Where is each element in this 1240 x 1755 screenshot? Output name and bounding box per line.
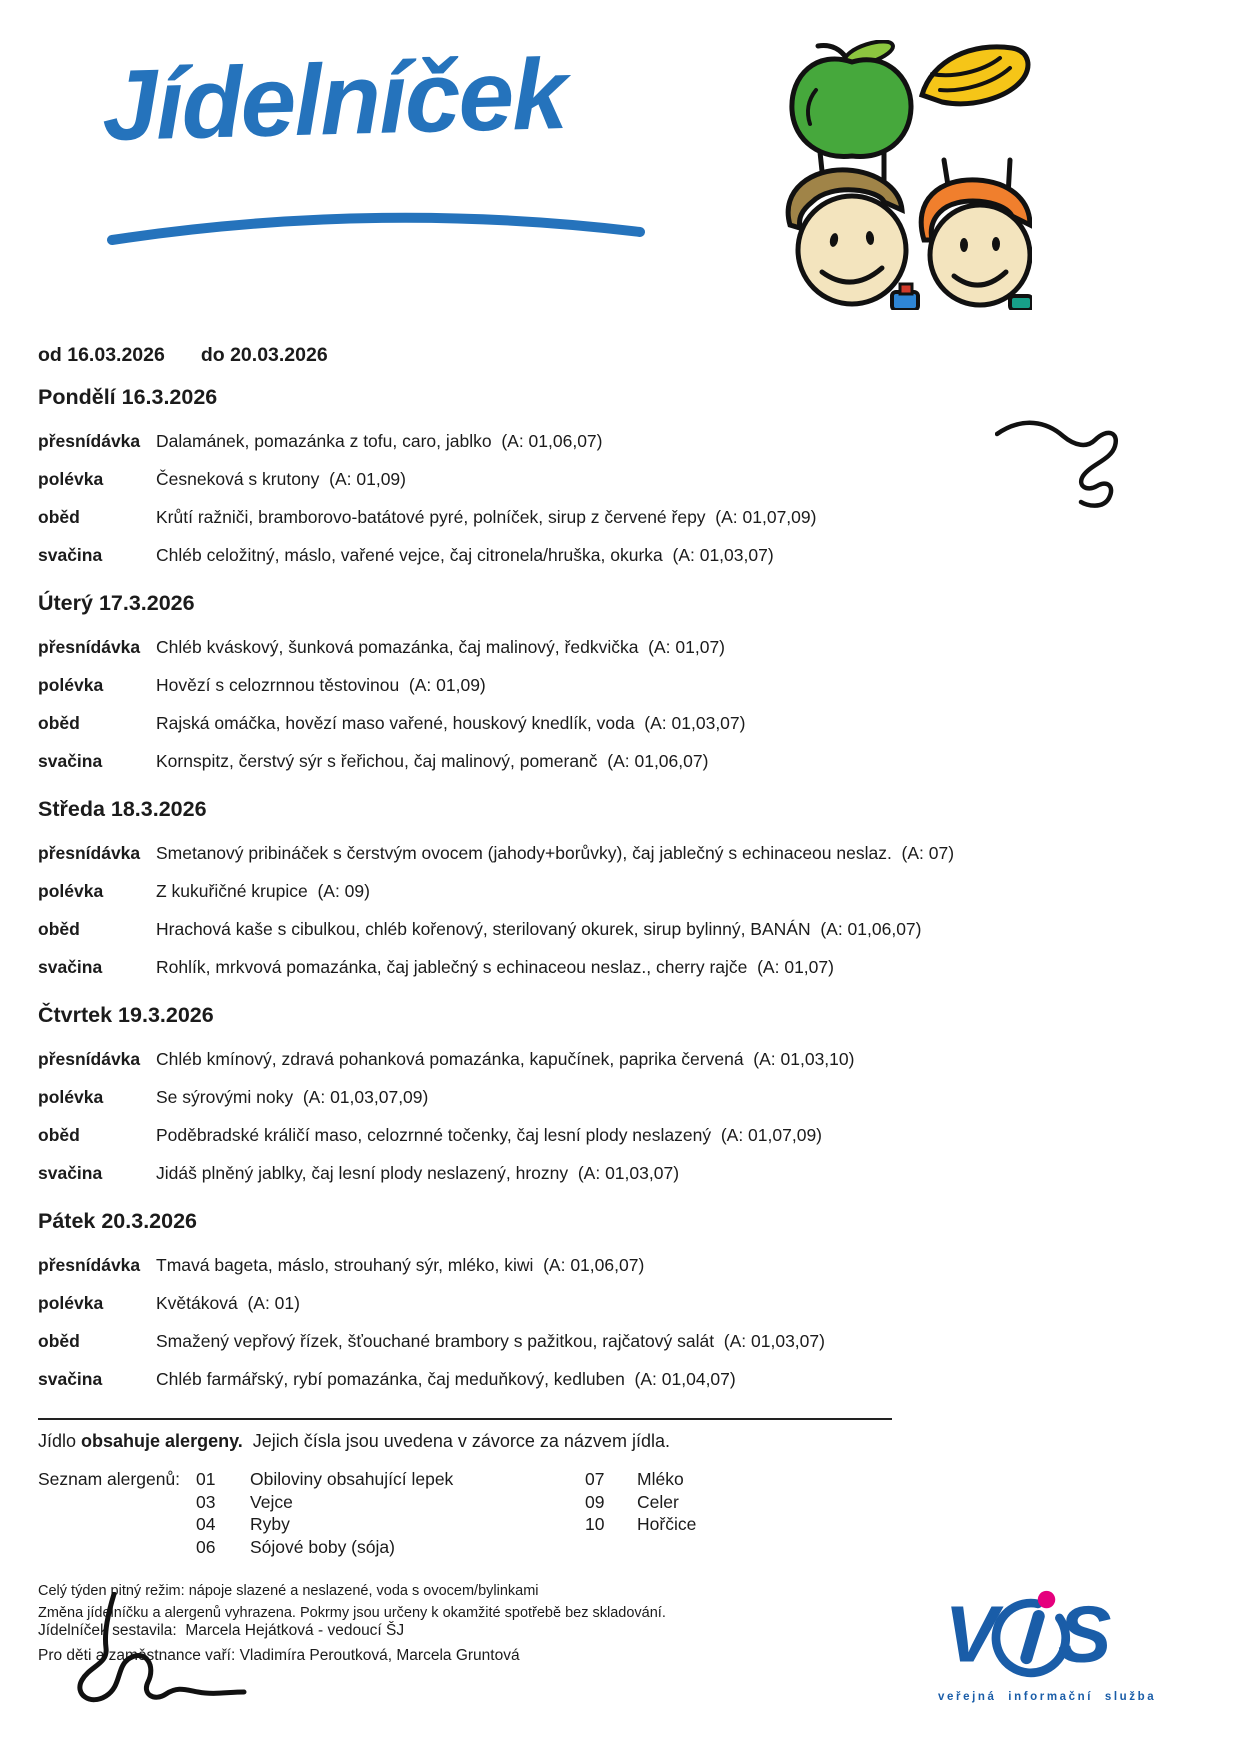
allergen-code: 06 <box>196 1536 216 1557</box>
allergen-column-2 <box>585 1468 696 1558</box>
meal-text: Smažený vepřový řízek, šťouchané brambory s pažitkou, rajčatový salát (A: 01,03,07) <box>156 1331 825 1351</box>
meal-text: Kornspitz, čerstvý sýr s řeřichou, čaj malinový, pomeranč (A: 01,06,07) <box>156 751 709 771</box>
vis-letter-i-stem <box>1026 1616 1038 1658</box>
allergen-code: 09 <box>585 1491 605 1512</box>
meal-label: svačina <box>38 1369 103 1389</box>
day-heading: Úterý 17.3.2026 <box>38 591 195 615</box>
allergen-column-1 <box>196 1468 585 1558</box>
meal-text: Rajská omáčka, hovězí maso vařené, houskový knedlík, voda (A: 01,03,07) <box>156 713 746 733</box>
allergen-code: 01 <box>196 1469 216 1489</box>
meal-label: oběd <box>38 1125 80 1145</box>
meal-text: Rohlík, mrkvová pomazánka, čaj jablečný s echinaceou neslaz., cherry rajče (A: 01,07) <box>156 957 834 977</box>
date-range <box>38 342 1202 368</box>
meal-label: polévka <box>38 1293 104 1313</box>
meal-label: polévka <box>38 1087 104 1107</box>
allergen-item <box>585 1513 696 1536</box>
allergen-note-bold: obsahuje alergeny. <box>81 1431 243 1451</box>
meal-text: Dalamánek, pomazánka z tofu, caro, jablko (A: 01,06,07) <box>156 431 603 451</box>
meal-row <box>38 1040 1202 1078</box>
day-heading: Pátek 20.3.2026 <box>38 1209 197 1233</box>
vis-letter-v: V <box>948 1588 999 1679</box>
credits-cooks: Pro děti a zaměstnance vaří: Vladimíra Peroutková, Marcela Gruntová <box>38 1647 520 1664</box>
day-section-thursday <box>38 1002 1202 1192</box>
meal-row <box>38 1246 1202 1284</box>
vis-letter-s: S <box>1057 1588 1112 1679</box>
allergen-code: 04 <box>196 1514 216 1534</box>
meal-label: polévka <box>38 675 104 695</box>
meal-label: svačina <box>38 957 103 977</box>
meal-label: oběd <box>38 713 80 733</box>
meal-row <box>38 1360 1202 1398</box>
day-heading: Pondělí 16.3.2026 <box>38 385 218 409</box>
allergen-item <box>585 1468 696 1491</box>
allergen-name: Celer <box>637 1491 679 1512</box>
day-section-monday <box>38 384 1202 574</box>
allergen-name: Obiloviny obsahující lepek <box>250 1469 454 1489</box>
footnote-changes: Změna jídelníčku a alergenů vyhrazena. Pokrmy jsou určeny k okamžité spotřebě bez skladování. <box>38 1605 666 1621</box>
meal-row <box>38 498 1202 536</box>
allergen-code: 07 <box>585 1469 605 1489</box>
meal-label: svačina <box>38 751 103 771</box>
allergen-name: Mléko <box>637 1469 684 1489</box>
allergen-item <box>196 1491 585 1514</box>
allergen-note-suffix: Jejich čísla jsou uvedena v závorce za názvem jídla. <box>242 1431 670 1451</box>
meal-row <box>38 1284 1202 1322</box>
date-from: od 16.03.2026 <box>38 344 165 366</box>
meal-text: Poděbradské králičí maso, celozrnné točenky, čaj lesní plody neslazený (A: 01,07,09) <box>156 1125 822 1145</box>
meal-text: Se sýrovými noky (A: 01,03,07,09) <box>156 1087 429 1107</box>
allergen-item <box>196 1468 585 1491</box>
meal-row <box>38 666 1202 704</box>
meal-row <box>38 422 1202 460</box>
allergen-item <box>196 1536 585 1559</box>
allergen-list <box>38 1468 1202 1558</box>
meal-text: Krůtí ražniči, bramborovo-batátové pyré, polníček, sirup z červené řepy (A: 01,07,09) <box>156 507 817 527</box>
meal-row <box>38 1078 1202 1116</box>
day-section-friday <box>38 1208 1202 1398</box>
allergen-name: Sójové boby (sója) <box>250 1536 395 1557</box>
meal-row <box>38 948 1202 986</box>
allergen-note-prefix: Jídlo <box>38 1431 82 1451</box>
meal-label: přesnídávka <box>38 1049 141 1069</box>
allergen-note <box>38 1430 1202 1452</box>
meal-row <box>38 834 1202 872</box>
meal-row <box>38 910 1202 948</box>
meal-text: Chléb kváskový, šunková pomazánka, čaj malinový, ředkvička (A: 01,07) <box>156 637 726 657</box>
allergen-list-label: Seznam alergenů: <box>38 1469 181 1489</box>
allergen-item <box>585 1491 696 1514</box>
allergen-code: 10 <box>585 1514 605 1534</box>
meal-label: přesnídávka <box>38 843 141 863</box>
meal-row <box>38 1322 1202 1360</box>
meal-text: Chléb farmářský, rybí pomazánka, čaj meduňkový, kedluben (A: 01,04,07) <box>156 1369 736 1389</box>
menu-content <box>0 342 1240 1398</box>
meal-text: Květáková (A: 01) <box>156 1293 300 1313</box>
meal-label: přesnídávka <box>38 431 141 451</box>
vis-logo <box>938 1588 1157 1703</box>
meal-text: Chléb celožitný, máslo, vařené vejce, čaj citronela/hruška, okurka (A: 01,03,07) <box>156 545 774 565</box>
title-underline-swoosh <box>106 206 646 250</box>
meal-row <box>38 460 1202 498</box>
meal-row <box>38 536 1202 574</box>
meal-row <box>38 1116 1202 1154</box>
meal-row <box>38 1154 1202 1192</box>
divider-line <box>38 1418 892 1420</box>
meal-row <box>38 628 1202 666</box>
allergen-item <box>196 1513 585 1536</box>
allergen-code: 03 <box>196 1491 216 1512</box>
credits-compiled-by: Jídelníček sestavila: Marcela Hejátková - vedoucí ŠJ <box>38 1622 405 1639</box>
meal-text: Česneková s krutony (A: 01,09) <box>156 469 406 489</box>
meal-text: Chléb kmínový, zdravá pohanková pomazánka, kapučínek, paprika červená (A: 01,03,10) <box>156 1049 855 1069</box>
meal-label: svačina <box>38 545 103 565</box>
footnote-drinks: Celý týden pitný režim: nápoje slazené a neslazené, voda s ovocem/bylinkami <box>38 1583 539 1599</box>
meal-text: Jidáš plněný jablky, čaj lesní plody neslazený, hrozny (A: 01,03,07) <box>156 1163 680 1183</box>
date-to: do 20.03.2026 <box>200 344 328 366</box>
meal-label: oběd <box>38 507 80 527</box>
kids-with-fruit-illustration <box>772 40 1032 310</box>
meal-text: Tmavá bageta, máslo, strouhaný sýr, mléko, kiwi (A: 01,06,07) <box>156 1255 645 1275</box>
vis-tagline: veřejná informační služba <box>938 1691 1157 1703</box>
handwritten-signature-bottom <box>68 1592 258 1710</box>
vis-i-dot <box>1038 1591 1055 1608</box>
meal-label: svačina <box>38 1163 103 1183</box>
meal-row <box>38 872 1202 910</box>
meal-label: polévka <box>38 469 104 489</box>
meal-text: Z kukuřičné krupice (A: 09) <box>156 881 370 901</box>
meal-text: Smetanový pribináček s čerstvým ovocem (jahody+borůvky), čaj jablečný s echinaceou neslaz. (A: 07) <box>156 843 955 863</box>
allergen-name: Ryby <box>250 1514 290 1534</box>
page-title: Jídelníček <box>100 37 567 163</box>
day-section-tuesday <box>38 590 1202 780</box>
meal-text: Hovězí s celozrnnou těstovinou (A: 01,09) <box>156 675 486 695</box>
meal-row <box>38 704 1202 742</box>
day-heading: Čtvrtek 19.3.2026 <box>38 1003 214 1027</box>
day-heading: Středa 18.3.2026 <box>38 797 207 821</box>
meal-label: přesnídávka <box>38 1255 141 1275</box>
allergen-name: Vejce <box>250 1491 293 1512</box>
vis-logo-mark <box>948 1588 1118 1680</box>
meal-label: oběd <box>38 1331 80 1351</box>
day-section-wednesday <box>38 796 1202 986</box>
meal-label: přesnídávka <box>38 637 141 657</box>
meal-text: Hrachová kaše s cibulkou, chléb kořenový, sterilovaný okurek, sirup bylinný, BANÁN (A: 01,06,07) <box>156 919 922 939</box>
allergen-name: Hořčice <box>637 1514 697 1534</box>
meal-label: oběd <box>38 919 80 939</box>
meal-label: polévka <box>38 881 104 901</box>
meal-row <box>38 742 1202 780</box>
